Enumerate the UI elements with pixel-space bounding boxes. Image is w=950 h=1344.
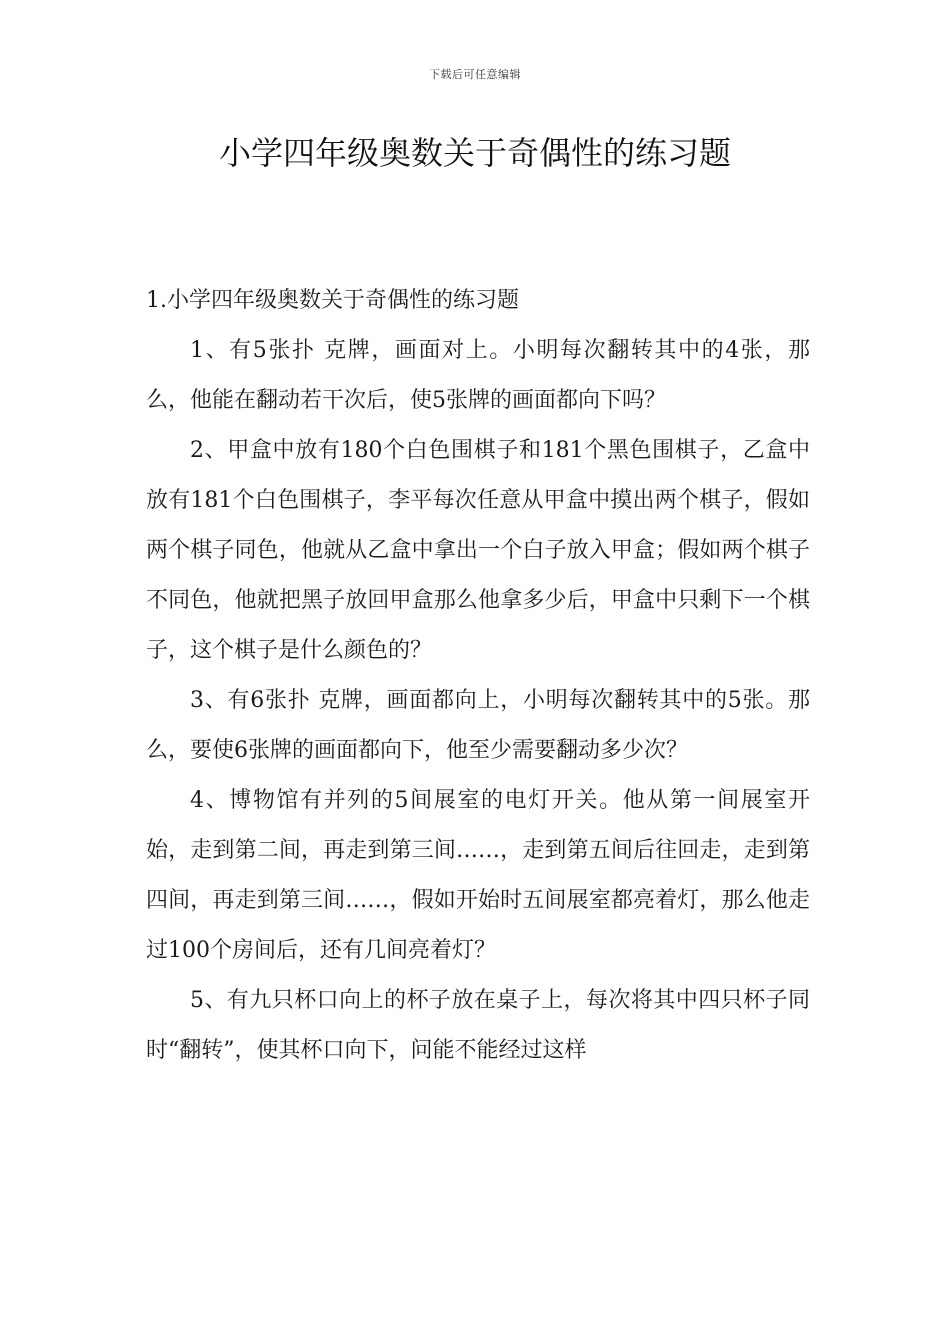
document-body (146, 276, 810, 1076)
header-note: 下载后可任意编辑 (429, 68, 521, 81)
problem-3-paragraph: 3、有6张扑 克牌，画面都向上，小明每次翻转其中的5张。那么，要使6张牌的画面都向下，他至少需要翻动多少次？ (146, 688, 810, 763)
problem-1-paragraph: 1、有5张扑 克牌，画面对上。小明每次翻转其中的4张，那么，他能在翻动若干次后，使5张牌的画面都向下吗？ (146, 338, 810, 413)
document-title: 小学四年级奥数关于奇偶性的练习题 (218, 134, 731, 172)
problem-4-paragraph: 4、博物馆有并列的5间展室的电灯开关。他从第一间展室开始，走到第二间，再走到第三间……，走到第五间后往回走，走到第四间，再走到第三间……，假如开始时五间展室都亮着灯，那么他走过100个房间后，还有几间亮着灯？ (146, 788, 810, 963)
problem-5-paragraph: 5、有九只杯口向上的杯子放在桌子上，每次将其中四只杯子同时“翻转”，使其杯口向下，问能不能经过这样 (146, 988, 810, 1063)
problem-2-paragraph: 2、甲盒中放有180个白色围棋子和181个黑色围棋子，乙盒中放有181个白色围棋子，李平每次任意从甲盒中摸出两个棋子，假如两个棋子同色，他就从乙盒中拿出一个白子放入甲盒；假如两个棋子不同色，他就把黑子放回甲盒那么他拿多少后，甲盒中只剩下一个棋子，这个棋子是什么颜色的？ (146, 438, 810, 663)
section-heading: 1.小学四年级奥数关于奇偶性的练习题 (146, 288, 519, 313)
